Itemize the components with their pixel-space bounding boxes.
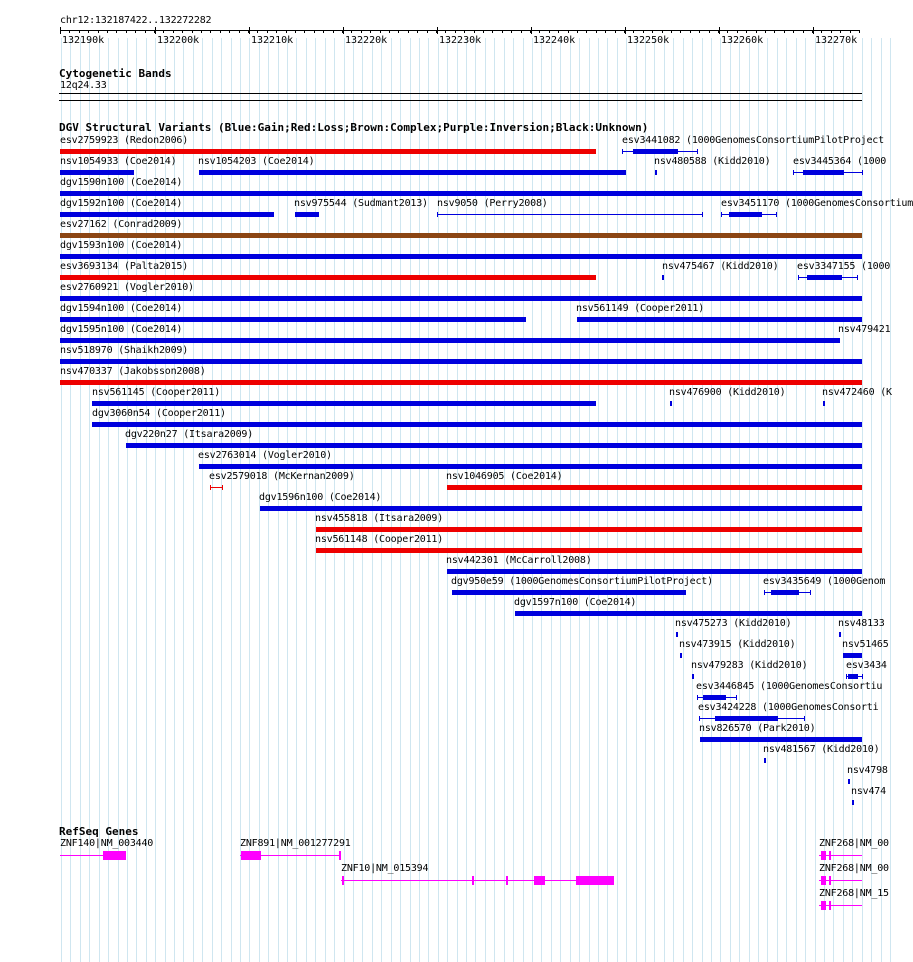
ruler-minor-tick [210, 30, 211, 33]
ruler-minor-tick [521, 30, 522, 33]
ruler-minor-tick [850, 30, 851, 33]
variant-bar[interactable] [447, 569, 862, 574]
ruler-minor-tick [831, 30, 832, 33]
variant-bar[interactable] [655, 170, 657, 175]
gene-label[interactable]: ZNF268|NM_00 [819, 863, 889, 874]
dgv-track-title[interactable]: DGV Structural Variants (Blue:Gain;Red:Loss;Brown:Complex;Purple:Inversion;Black:Unknown) [59, 121, 649, 134]
variant-label[interactable]: dgv220n27 (Itsara2009) [125, 429, 254, 440]
ruler-minor-tick [615, 30, 616, 33]
variant-bar[interactable] [199, 170, 626, 175]
ruler-minor-tick [342, 30, 343, 33]
ruler-minor-tick [793, 30, 794, 33]
variant-end-tick [810, 590, 811, 595]
variant-bar[interactable] [798, 277, 857, 278]
variant-bar[interactable] [126, 443, 862, 448]
ruler-minor-tick [286, 30, 287, 33]
variant-bar[interactable] [793, 172, 862, 173]
ruler-tick-label: 132240k [533, 35, 576, 46]
variant-end-tick [776, 212, 777, 217]
ruler-minor-tick [596, 30, 597, 33]
variant-bar[interactable] [721, 214, 776, 215]
ruler-tick-label: 132190k [62, 35, 105, 46]
variant-label[interactable]: nsv1054203 (Coe2014) [198, 156, 315, 167]
ruler-minor-tick [323, 30, 324, 33]
variant-bar[interactable] [92, 422, 862, 427]
variant-label[interactable]: nsv480588 (Kidd2010) [654, 156, 771, 167]
variant-bar[interactable] [210, 487, 222, 488]
ruler-tick-label: 132250k [627, 35, 670, 46]
ruler-tick [625, 27, 626, 34]
variant-label[interactable]: nsv473915 (Kidd2010) [679, 639, 796, 650]
ruler-minor-tick [445, 30, 446, 33]
ruler-tick [719, 27, 720, 34]
variant-label[interactable]: nsv4798 [847, 765, 888, 776]
variant-bar[interactable] [622, 151, 697, 152]
variant-label[interactable]: dgv1595n100 (Coe2014) [60, 324, 183, 335]
variant-label[interactable]: esv2760921 (Vogler2010) [60, 282, 194, 293]
variant-bar[interactable] [515, 611, 862, 616]
gene-exon-small[interactable] [829, 876, 831, 885]
variant-bar[interactable] [692, 674, 694, 679]
ruler-minor-tick [192, 30, 193, 33]
ruler-minor-tick [79, 30, 80, 33]
variant-bar[interactable] [60, 317, 526, 322]
ruler-tick-label: 132200k [157, 35, 200, 46]
variant-label[interactable]: nsv48133 [838, 618, 885, 629]
ruler-minor-tick [746, 30, 747, 33]
ruler-minor-tick [182, 30, 183, 33]
ruler-minor-tick [662, 30, 663, 33]
ruler-minor-tick [116, 30, 117, 33]
variant-bar[interactable] [260, 506, 862, 511]
gene-label[interactable]: ZNF140|NM_003440 [60, 838, 154, 849]
ruler-minor-tick [380, 30, 381, 33]
variant-end-tick [697, 149, 698, 154]
variant-bar[interactable] [60, 149, 596, 154]
ruler-tick [813, 27, 814, 34]
ruler-minor-tick [126, 30, 127, 33]
ruler-tick [437, 27, 438, 34]
ruler-minor-tick [859, 30, 860, 33]
variant-end-tick [222, 485, 223, 490]
variant-label[interactable]: nsv472460 (K [822, 387, 892, 398]
ruler-minor-tick [774, 30, 775, 33]
variant-label[interactable]: esv3451170 (1000GenomesConsortium [721, 198, 913, 209]
ruler-minor-tick [577, 30, 578, 33]
variant-label[interactable]: esv2763014 (Vogler2010) [198, 450, 332, 461]
variant-label[interactable]: esv27162 (Conrad2009) [60, 219, 183, 230]
variant-bar[interactable] [699, 718, 804, 719]
ruler-tick-label: 132230k [439, 35, 482, 46]
variant-label[interactable]: nsv9050 (Perry2008) [437, 198, 548, 209]
ruler-minor-tick [605, 30, 606, 33]
gene-exon[interactable] [103, 851, 126, 860]
variant-bar[interactable] [452, 590, 686, 595]
variant-label[interactable]: esv3445364 (1000 [793, 156, 887, 167]
variant-label[interactable]: nsv474 [851, 786, 886, 797]
ruler-minor-tick [709, 30, 710, 33]
ruler-minor-tick [304, 30, 305, 33]
variant-bar[interactable] [843, 653, 862, 658]
variant-label[interactable]: esv2579018 (McKernan2009) [209, 471, 355, 482]
ruler-minor-tick [145, 30, 146, 33]
gene-exon[interactable] [241, 851, 261, 860]
variant-label[interactable]: dgv950e59 (1000GenomesConsortiumPilotProject) [451, 576, 713, 587]
ruler-minor-tick [633, 30, 634, 33]
ruler-minor-tick [267, 30, 268, 33]
variant-label[interactable]: nsv455818 (Itsara2009) [315, 513, 444, 524]
gene-label[interactable]: ZNF268|NM_00 [819, 838, 889, 849]
ruler-minor-tick [680, 30, 681, 33]
variant-bar[interactable] [839, 632, 841, 637]
ruler-minor-tick [840, 30, 841, 33]
variant-label[interactable]: nsv826570 (Park2010) [699, 723, 816, 734]
ruler-minor-tick [248, 30, 249, 33]
variant-bar[interactable] [577, 317, 862, 322]
ruler-minor-tick [624, 30, 625, 33]
variant-label[interactable]: nsv51465 [842, 639, 889, 650]
ruler-minor-tick [502, 30, 503, 33]
variant-bar[interactable] [697, 697, 736, 698]
ruler-minor-tick [549, 30, 550, 33]
variant-label[interactable]: nsv442301 (McCarroll2008) [446, 555, 592, 566]
variant-bar[interactable] [60, 212, 274, 217]
variant-bar[interactable] [60, 191, 862, 196]
cyto-track-title[interactable]: Cytogenetic Bands [59, 67, 172, 80]
ruler-minor-tick [436, 30, 437, 33]
variant-bar[interactable] [662, 275, 664, 280]
gene-label[interactable]: ZNF891|NM_001277291 [240, 838, 351, 849]
ruler-minor-tick [803, 30, 804, 33]
variant-bar[interactable] [848, 779, 850, 784]
ruler-minor-tick [492, 30, 493, 33]
ruler-minor-tick [530, 30, 531, 33]
ruler-minor-tick [370, 30, 371, 33]
variant-label[interactable]: nsv975544 (Sudmant2013) [294, 198, 428, 209]
variant-label[interactable]: esv3446845 (1000GenomesConsortiu [696, 681, 883, 692]
variant-label[interactable]: esv3434 [846, 660, 887, 671]
ruler-minor-tick [474, 30, 475, 33]
variant-label[interactable]: esv3347155 (1000 [797, 261, 891, 272]
ruler-minor-tick [295, 30, 296, 33]
ruler-tick-label: 132220k [345, 35, 388, 46]
gene-intron-line[interactable] [60, 855, 103, 856]
variant-bar[interactable] [823, 401, 825, 406]
variant-bar[interactable] [199, 464, 862, 469]
variant-end-tick [702, 212, 703, 217]
variant-bar[interactable] [295, 212, 319, 217]
gene-label[interactable]: ZNF268|NM_15 [819, 888, 889, 899]
gene-exon-small[interactable] [829, 901, 831, 910]
variant-label[interactable]: dgv3060n54 (Cooper2011) [92, 408, 226, 419]
variant-bar[interactable] [60, 296, 862, 301]
ruler-minor-tick [239, 30, 240, 33]
variant-bar[interactable] [764, 758, 766, 763]
variant-label[interactable]: nsv561148 (Cooper2011) [315, 534, 444, 545]
variant-end-tick [736, 695, 737, 700]
ruler-minor-tick [821, 30, 822, 33]
gene-exon-small[interactable] [472, 876, 474, 885]
ruler-minor-tick [60, 30, 61, 33]
ruler-minor-tick [98, 30, 99, 33]
variant-end-tick [862, 674, 863, 679]
variant-bar[interactable] [670, 401, 672, 406]
ruler-tick-label: 132270k [815, 35, 858, 46]
ruler-minor-tick [135, 30, 136, 33]
variant-label[interactable]: nsv479283 (Kidd2010) [691, 660, 808, 671]
variant-label[interactable]: esv3435649 (1000Genom [763, 576, 886, 587]
variant-label[interactable]: dgv1594n100 (Coe2014) [60, 303, 183, 314]
variant-bar[interactable] [60, 254, 862, 259]
gene-exon-small[interactable] [506, 876, 508, 885]
cyto-band-label: 12q24.33 [60, 80, 107, 91]
variant-bar[interactable] [437, 214, 702, 215]
ruler-minor-tick [464, 30, 465, 33]
gene-exon[interactable] [821, 901, 826, 910]
ruler-minor-tick [333, 30, 334, 33]
ruler-minor-tick [455, 30, 456, 33]
variant-bar[interactable] [60, 170, 134, 175]
ruler-minor-tick [671, 30, 672, 33]
variant-label[interactable]: dgv1593n100 (Coe2014) [60, 240, 183, 251]
cyto-band-line-bottom [59, 100, 862, 101]
ruler-axis [60, 30, 860, 31]
variant-bar[interactable] [316, 527, 862, 532]
variant-bar[interactable] [846, 676, 862, 677]
ruler-minor-tick [652, 30, 653, 33]
variant-end-tick [857, 275, 858, 280]
ruler-minor-tick [737, 30, 738, 33]
variant-end-tick [862, 170, 863, 175]
variant-end-tick [804, 716, 805, 721]
ruler-minor-tick [586, 30, 587, 33]
variant-label[interactable]: dgv1592n100 (Coe2014) [60, 198, 183, 209]
variant-label[interactable]: nsv561145 (Cooper2011) [92, 387, 221, 398]
ruler-minor-tick [220, 30, 221, 33]
variant-bar[interactable] [60, 380, 862, 385]
variant-label[interactable]: esv3693134 (Palta2015) [60, 261, 189, 272]
ruler-minor-tick [276, 30, 277, 33]
ruler-minor-tick [812, 30, 813, 33]
variant-label[interactable]: nsv481567 (Kidd2010) [763, 744, 880, 755]
ruler-tick [343, 27, 344, 34]
ruler-minor-tick [765, 30, 766, 33]
refseq-track-title[interactable]: RefSeq Genes [59, 825, 139, 838]
ruler-tick [249, 27, 250, 34]
ruler-tick [531, 27, 532, 34]
gene-exon-small[interactable] [534, 876, 545, 885]
gene-label[interactable]: ZNF10|NM_015394 [341, 863, 429, 874]
ruler-minor-tick [154, 30, 155, 33]
variant-label[interactable]: dgv1596n100 (Coe2014) [259, 492, 382, 503]
ruler-minor-tick [756, 30, 757, 33]
variant-bar[interactable] [60, 233, 862, 238]
ruler-minor-tick [398, 30, 399, 33]
variant-label[interactable]: dgv1597n100 (Coe2014) [514, 597, 637, 608]
ruler-minor-tick [173, 30, 174, 33]
variant-bar[interactable] [676, 632, 678, 637]
ruler-minor-tick [88, 30, 89, 33]
region-label: chr12:132187422..132272282 [60, 15, 212, 26]
ruler-minor-tick [727, 30, 728, 33]
ruler-minor-tick [257, 30, 258, 33]
variant-label[interactable]: nsv518970 (Shaikh2009) [60, 345, 189, 356]
variant-label[interactable]: esv3441082 (1000GenomesConsortiumPilotProject [622, 135, 884, 146]
ruler-tick [155, 27, 156, 34]
ruler-minor-tick [314, 30, 315, 33]
ruler-minor-tick [408, 30, 409, 33]
variant-label[interactable]: dgv1590n100 (Coe2014) [60, 177, 183, 188]
variant-bar[interactable] [316, 548, 862, 553]
variant-label[interactable]: nsv561149 (Cooper2011) [576, 303, 705, 314]
ruler-minor-tick [361, 30, 362, 33]
variant-bar[interactable] [92, 401, 596, 406]
ruler-minor-tick [389, 30, 390, 33]
variant-label[interactable]: nsv476900 (Kidd2010) [669, 387, 786, 398]
variant-bar[interactable] [60, 359, 862, 364]
ruler-minor-tick [417, 30, 418, 33]
ruler-minor-tick [201, 30, 202, 33]
gene-exon[interactable] [821, 876, 826, 885]
ruler-minor-tick [69, 30, 70, 33]
ruler-minor-tick [699, 30, 700, 33]
variant-label[interactable]: esv3424228 (1000GenomesConsorti [698, 702, 879, 713]
variant-bar[interactable] [700, 737, 862, 742]
variant-label[interactable]: nsv475273 (Kidd2010) [675, 618, 792, 629]
gene-exon[interactable] [576, 876, 614, 885]
ruler-minor-tick [643, 30, 644, 33]
ruler-minor-tick [427, 30, 428, 33]
variant-bar[interactable] [680, 653, 682, 658]
ruler-minor-tick [483, 30, 484, 33]
variant-bar[interactable] [838, 338, 840, 343]
variant-label[interactable]: nsv1054933 (Coe2014) [60, 156, 177, 167]
ruler-minor-tick [511, 30, 512, 33]
variant-bar[interactable] [447, 485, 862, 490]
variant-label[interactable]: nsv479421 [838, 324, 891, 335]
variant-bar[interactable] [60, 275, 596, 280]
variant-label[interactable]: esv2759923 (Redon2006) [60, 135, 189, 146]
variant-bar[interactable] [60, 338, 840, 343]
gene-exon-small[interactable] [339, 851, 341, 860]
ruler-minor-tick [107, 30, 108, 33]
cyto-band-line-top [59, 93, 862, 94]
ruler-minor-tick [690, 30, 691, 33]
gene-exon-small[interactable] [829, 851, 831, 860]
ruler-minor-tick [163, 30, 164, 33]
ruler-minor-tick [351, 30, 352, 33]
ruler-minor-tick [568, 30, 569, 33]
ruler-minor-tick [784, 30, 785, 33]
variant-label[interactable]: nsv475467 (Kidd2010) [662, 261, 779, 272]
ruler-minor-tick [539, 30, 540, 33]
ruler-tick-label: 132260k [721, 35, 764, 46]
gene-exon-small[interactable] [342, 876, 344, 885]
ruler-minor-tick [558, 30, 559, 33]
ruler-minor-tick [718, 30, 719, 33]
variant-bar[interactable] [764, 592, 810, 593]
ruler-tick-label: 132210k [251, 35, 294, 46]
variant-label[interactable]: nsv1046905 (Coe2014) [446, 471, 563, 482]
variant-label[interactable]: nsv470337 (Jakobsson2008) [60, 366, 206, 377]
ruler-minor-tick [229, 30, 230, 33]
gene-exon[interactable] [821, 851, 826, 860]
variant-bar[interactable] [852, 800, 854, 805]
